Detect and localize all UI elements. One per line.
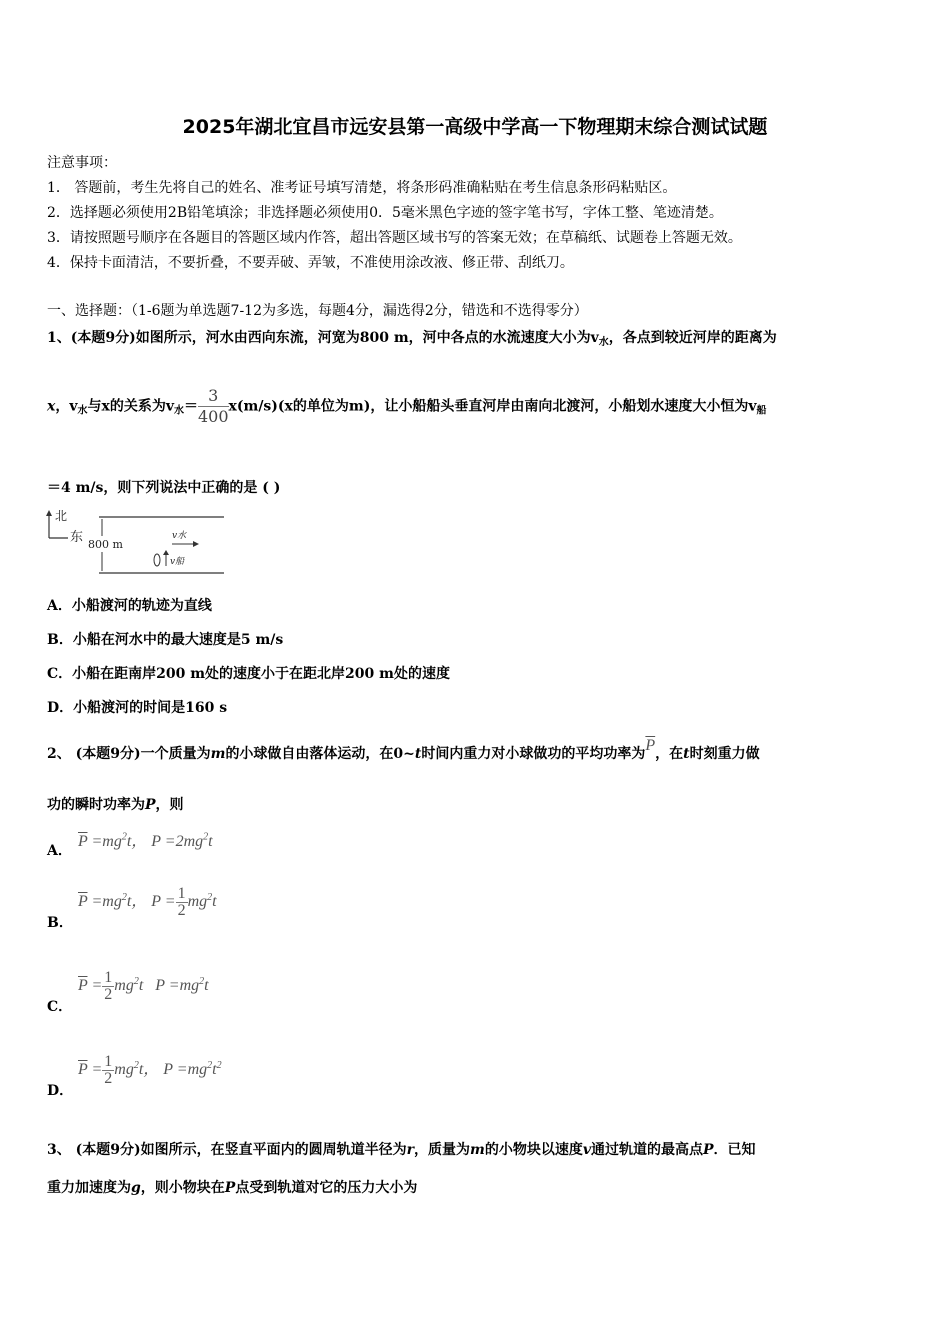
average-power-symbol: $\overline{P}$	[645, 737, 656, 754]
q1-option-c[interactable]: C．小船在距南岸200 m处的速度小于在距北岸200 m处的速度	[47, 666, 450, 682]
q3-stem-line1: 3、 (本题9分)如图所示，在竖直平面内的圆周轨道半径为r，质量为m的小物块以速度v通过轨道的最高点P．已知	[47, 1142, 756, 1158]
q1-option-d[interactable]: D．小船渡河的时间是160 s	[47, 700, 228, 716]
q2-option-a-formula[interactable]: $\overline{P} =mg^2t$， $P =2mg^2t$	[78, 831, 213, 850]
boat-velocity-head	[163, 550, 169, 555]
boat-shape	[154, 554, 160, 566]
q2-option-d-formula[interactable]: $\overline{P}$ = $\frac{1}{2}$ $mg^2t$， $P =mg^2t^2$	[78, 1053, 222, 1087]
water-velocity-head	[193, 541, 199, 547]
q2-stem-line1: 2、 (本题9分)一个质量为m的小球做自由落体运动，在0~t时间内重力对小球做功的平均功率为$\overline{P}$，在t时刻重力做	[47, 737, 760, 762]
fraction-3-400: $\frac{3}{400}$	[197, 386, 229, 426]
q2-option-c-formula[interactable]: $\overline{P}$ = $\frac{1}{2}$ $mg^2t$ $P =mg^2t$	[78, 969, 209, 1003]
q1-option-b[interactable]: B．小船在河水中的最大速度是5 m/s	[47, 632, 284, 648]
notice-item: 4．保持卡面清洁，不要折叠，不要弄破、弄皱，不准使用涂改液、修正带、刮纸刀。	[47, 255, 574, 271]
q1-option-a[interactable]: A．小船渡河的轨迹为直线	[47, 598, 212, 614]
page-title: 2025年湖北宜昌市远安县第一高级中学高一下物理期末综合测试试题	[182, 116, 768, 138]
east-label: 东	[70, 530, 84, 545]
q2-option-a-label[interactable]: A．	[47, 843, 72, 859]
river-width-label: 800 m	[88, 538, 123, 551]
north-arrow-head	[46, 510, 52, 516]
notice-heading: 注意事项：	[47, 155, 117, 171]
water-velocity-label: v水	[172, 531, 187, 541]
notice-item: 2．选择题必须使用2B铅笔填涂；非选择题必须使用0．5毫米黑色字迹的签字笔书写，字体工整、笔迹清楚。	[47, 205, 723, 221]
notice-item: 3．请按照题号顺序在各题目的答题区域内作答，超出答题区域书写的答案无效；在草稿纸、试题卷上答题无效。	[47, 230, 742, 246]
boat-velocity-label: v船	[170, 557, 185, 567]
q2-option-b-label[interactable]: B．	[47, 915, 73, 931]
q1-stem-line1: 1、(本题9分)如图所示，河水由西向东流，河宽为800 m，河中各点的水流速度大小为$v_水$，各点到较近河岸的距离为	[47, 330, 777, 348]
notice-item: 1． 答题前，考生先将自己的姓名、准考证号填写清楚，将条形码准确粘贴在考生信息条形码粘贴区。	[47, 180, 677, 196]
q1-stem-line3: ＝4 m/s，则下列说法中正确的是 ( )	[47, 480, 281, 496]
q1-stem-line2: x，$v_水$与x的关系为$v_水=$ $\frac{3}{400}$ x(m/s)(x的单位为m)，让小船船头垂直河岸由南向北渡河，小船划水速度大小恒为$v_船$	[47, 386, 767, 426]
q2-option-c-label[interactable]: C．	[47, 999, 73, 1015]
q3-stem-line2: 重力加速度为g，则小物块在P点受到轨道对它的压力大小为	[47, 1180, 418, 1196]
q1-river-figure	[44, 508, 226, 578]
section-heading: 一、选择题：（1-6题为单选题7-12为多选，每题4分，漏选得2分，错选和不选得零分）	[47, 303, 588, 319]
q2-option-d-label[interactable]: D．	[47, 1083, 74, 1099]
q2-option-b-formula[interactable]: $\overline{P} =mg^2t$， P = $\frac{1}{2}$ $mg^2t$	[78, 885, 217, 919]
q2-stem-line2: 功的瞬时功率为P，则	[47, 797, 184, 813]
north-label: 北	[55, 509, 68, 523]
